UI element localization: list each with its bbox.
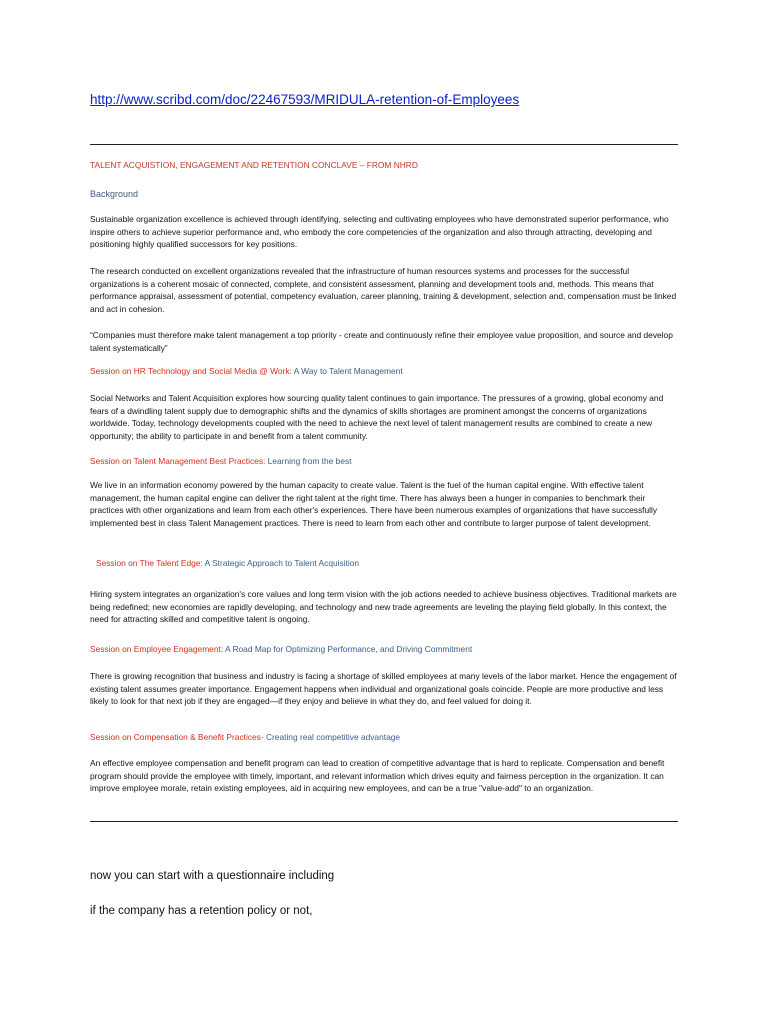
session-heading-compensation: [90, 732, 400, 742]
paragraph-hiring-system: Hiring system integrates an organization's core values and long term vision with the job actions needed to achieve business objectives. Traditional markets are being redefined; new economies are rapidly developing, and technology and new trade agreements are leveling the playing field globally. In this context, the need for attracting skilled and competitive talent is ongoing.: [90, 589, 677, 625]
paragraph-information-economy: We live in an information economy powered by the human capacity to create value. Talent is the fuel of the human capital engine. With effective talent management, the human capital engine can deliver the right talent at the right time. There has always been a hunger in companies to benchmark their practices with other organizations and learn from each other's experiences. There have been numerous examples of organizations that have successfully implemented best in class Talent Management practices. There is need to learn from each other and contribute to larger purpose of talent development.: [90, 480, 658, 529]
closing-line-questionnaire: now you can start with a questionnaire including: [90, 870, 335, 882]
quote-paragraph: “Companies must therefore make talent management a top priority - create and continuously refine their employee value proposition, and source and develop talent systematically”: [90, 330, 673, 353]
session-heading-best-practices: [90, 456, 352, 466]
background-heading: Background: [90, 189, 139, 199]
bottom-divider: [90, 821, 678, 822]
paragraph-compensation: An effective employee compensation and benefit program can lead to creation of competitive advantage that is hard to replicate. Compensation and benefit program should provide the employee with timely, important, and relevant information which drives equity and fairness perception in the organization. It can improve employee morale, retain existing employees, aid in acquiring new employees, and can be a true "value-add" to an organization.: [90, 758, 665, 794]
paragraph-background-1: Sustainable organization excellence is achieved through identifying, selecting and cultivating employees who have demonstrated superior performance, who inspire others to achieve superior performance and, who embody the core competencies of the organization and also through attracting, developing and positioning highly qualified successors for key positions.: [90, 214, 669, 250]
scribd-link[interactable]: http://www.scribd.com/doc/22467593/MRIDULA-retention-of-Employees: [90, 92, 520, 107]
session-heading-suffix: Creating real competitive advantage: [263, 732, 401, 742]
paragraph-social-networks: Social Networks and Talent Acquisition explores how sourcing quality talent continues to gain importance. The pressures of a growing, global economy and fears of a dwindling talent supply due to demographic shifts and the dynamics of skills shortages are prominent amongst the concerns of organizations worldwide. Today, technology developments coupled with the need to achieve the next level of talent management results are combined to create a new opportunity; the ability to participate in and benefit from a talent community.: [90, 393, 664, 442]
conclave-title: TALENT ACQUISTION, ENGAGEMENT AND RETENTION CONCLAVE – FROM NHRD: [90, 160, 418, 170]
session-heading-employee-engagement: [90, 644, 472, 654]
paragraph-background-2: The research conducted on excellent organizations revealed that the infrastructure of human resources systems and processes for the successful organizations is a coherent mosaic of connected, complete, and consistent assessment, planning and development tools and, methods. This means that performance appraisal, assessment of potential, competency evaluation, career planning, training & development, selection and, compensation must be linked and act in cohesion.: [90, 266, 677, 315]
session-heading-prefix: Session on The Talent Edge:: [96, 558, 203, 568]
session-heading-prefix: Session on Compensation & Benefit Practices-: [90, 732, 264, 742]
closing-line-retention-policy: if the company has a retention policy or not,: [90, 905, 313, 917]
session-heading-suffix: A Road Map for Optimizing Performance, and Driving Commitment: [223, 644, 473, 654]
session-heading-prefix: Session on Employee Engagement:: [90, 644, 224, 654]
session-heading-suffix: Learning from the best: [265, 456, 352, 466]
session-heading-suffix: A Strategic Approach to Talent Acquisition: [202, 558, 360, 568]
session-heading-hr-technology: [90, 366, 403, 376]
session-heading-prefix: Session on HR Technology and Social Media @ Work:: [90, 366, 292, 376]
top-divider: [90, 144, 678, 145]
paragraph-engagement: There is growing recognition that business and industry is facing a shortage of skilled employees at many levels of the labor market. Hence the engagement of existing talent assumes greater importance. Engagement happens when individual and organizational goals coincide. People are more productive and less likely to look for that next job if they are engaged—if they enjoy and believe in what they do, and feel valued for doing it.: [90, 671, 677, 707]
session-heading-prefix: Session on Talent Management Best Practices:: [90, 456, 266, 466]
session-heading-talent-edge: [96, 558, 359, 568]
session-heading-suffix: A Way to Talent Management: [291, 366, 403, 376]
